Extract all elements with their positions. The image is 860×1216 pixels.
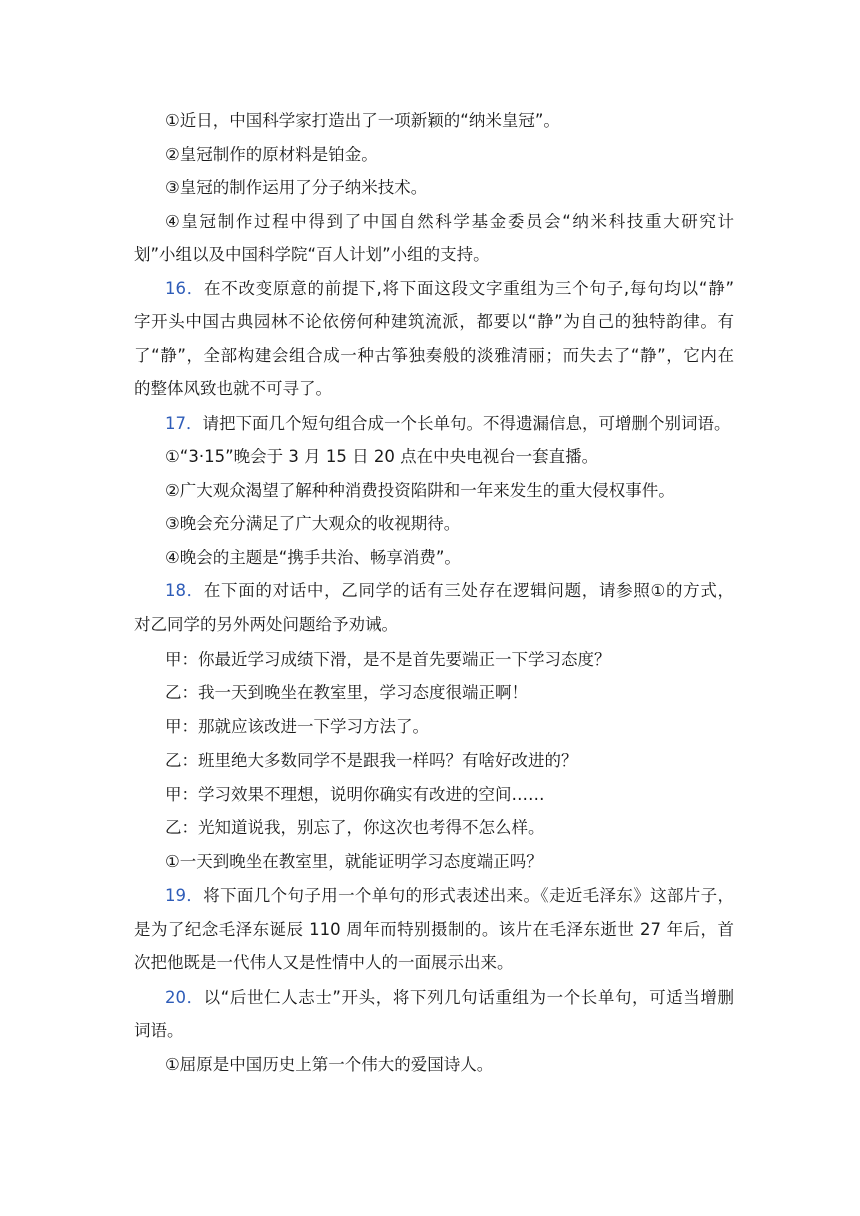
question-number: 18． [165,581,204,600]
question-number: 20． [165,988,204,1007]
dialogue-line: 乙：班里绝大多数同学不是跟我一样吗？有啥好改进的？ [165,751,578,770]
question-text: 将下面几个句子用一个单句的形式表述出来。《走近毛泽东》这部片子， [203,886,735,905]
text-line: 了“静”，全部构建会组合成一种古筝独奏般的淡雅清丽；而失去了“静”，它内在 [134,346,734,365]
dialogue-line: 甲：那就应该改进一下学习方法了。 [165,717,429,736]
text-line: ③皇冠的制作运用了分子纳米技术。 [165,178,428,197]
text-line: ①“3·15”晚会于 3 月 15 日 20 点在中央电视台一套直播。 [165,447,599,466]
text-line: 的整体风致也就不可寻了。 [134,379,332,398]
text-line: ③晚会充分满足了广大观众的收视期待。 [165,514,461,533]
dialogue-line: 甲：你最近学习成绩下滑，是不是首先要端正一下学习态度？ [165,650,611,669]
question-19-line [165,886,734,906]
text-line: ②广大观众渴望了解种种消费投资陷阱和一年来发生的重大侵权事件。 [165,481,675,500]
question-20-line [165,988,734,1008]
question-text: 以“后世仁人志士”开头，将下列几句话重组为一个长单句，可适当增删 [203,988,734,1007]
text-line: 次把他既是一代伟人又是性情中人的一面展示出来。 [134,953,514,972]
question-number: 19． [165,886,204,905]
text-line: 字开头中国古典园林不论依傍何种建筑流派，都要以“静”为自己的独特韵律。有 [134,312,734,331]
question-17-line [165,414,765,434]
dialogue-line: 乙：光知道说我，别忘了，你这次也考得不怎么样。 [165,818,545,837]
text-line: ④皇冠制作过程中得到了中国自然科学基金委员会“纳米科技重大研究计 [165,212,734,231]
question-number: 17． [165,414,203,433]
dialogue-line: 乙：我一天到晚坐在教室里，学习态度很端正啊！ [165,683,528,702]
text-line: ②皇冠制作的原材料是铂金。 [165,145,378,164]
text-line: ①屈原是中国历史上第一个伟大的爱国诗人。 [165,1055,494,1074]
text-line: ①近日，中国科学家打造出了一项新颖的“纳米皇冠”。 [165,111,560,130]
text-line: ①一天到晚坐在教室里，就能证明学习态度端正吗？ [165,852,543,871]
text-line: 是为了纪念毛泽东诞辰 110 周年而特别摄制的。该片在毛泽东逝世 27 年后，首 [134,920,734,939]
text-line: 划”小组以及中国科学院“百人计划”小组的支持。 [134,245,490,264]
dialogue-line: 甲：学习效果不理想，说明你确实有改进的空间…… [165,785,545,804]
question-text: 在不改变原意的前提下,将下面这段文字重组为三个句子,每句均以“静” [204,279,734,298]
question-16-line [165,279,734,299]
question-text: 在下面的对话中，乙同学的话有三处存在逻辑问题，请参照①的方式， [203,581,734,600]
question-text: 请把下面几个短句组合成一个长单句。不得遗漏信息，可增删个别词语。 [202,414,731,433]
question-18-line [165,581,734,601]
text-line: ④晚会的主题是“携手共治、畅享消费”。 [165,548,461,567]
text-line: 对乙同学的另外两处问题给予劝诫。 [134,615,398,634]
question-number: 16． [165,279,204,298]
text-line: 词语。 [134,1021,184,1040]
